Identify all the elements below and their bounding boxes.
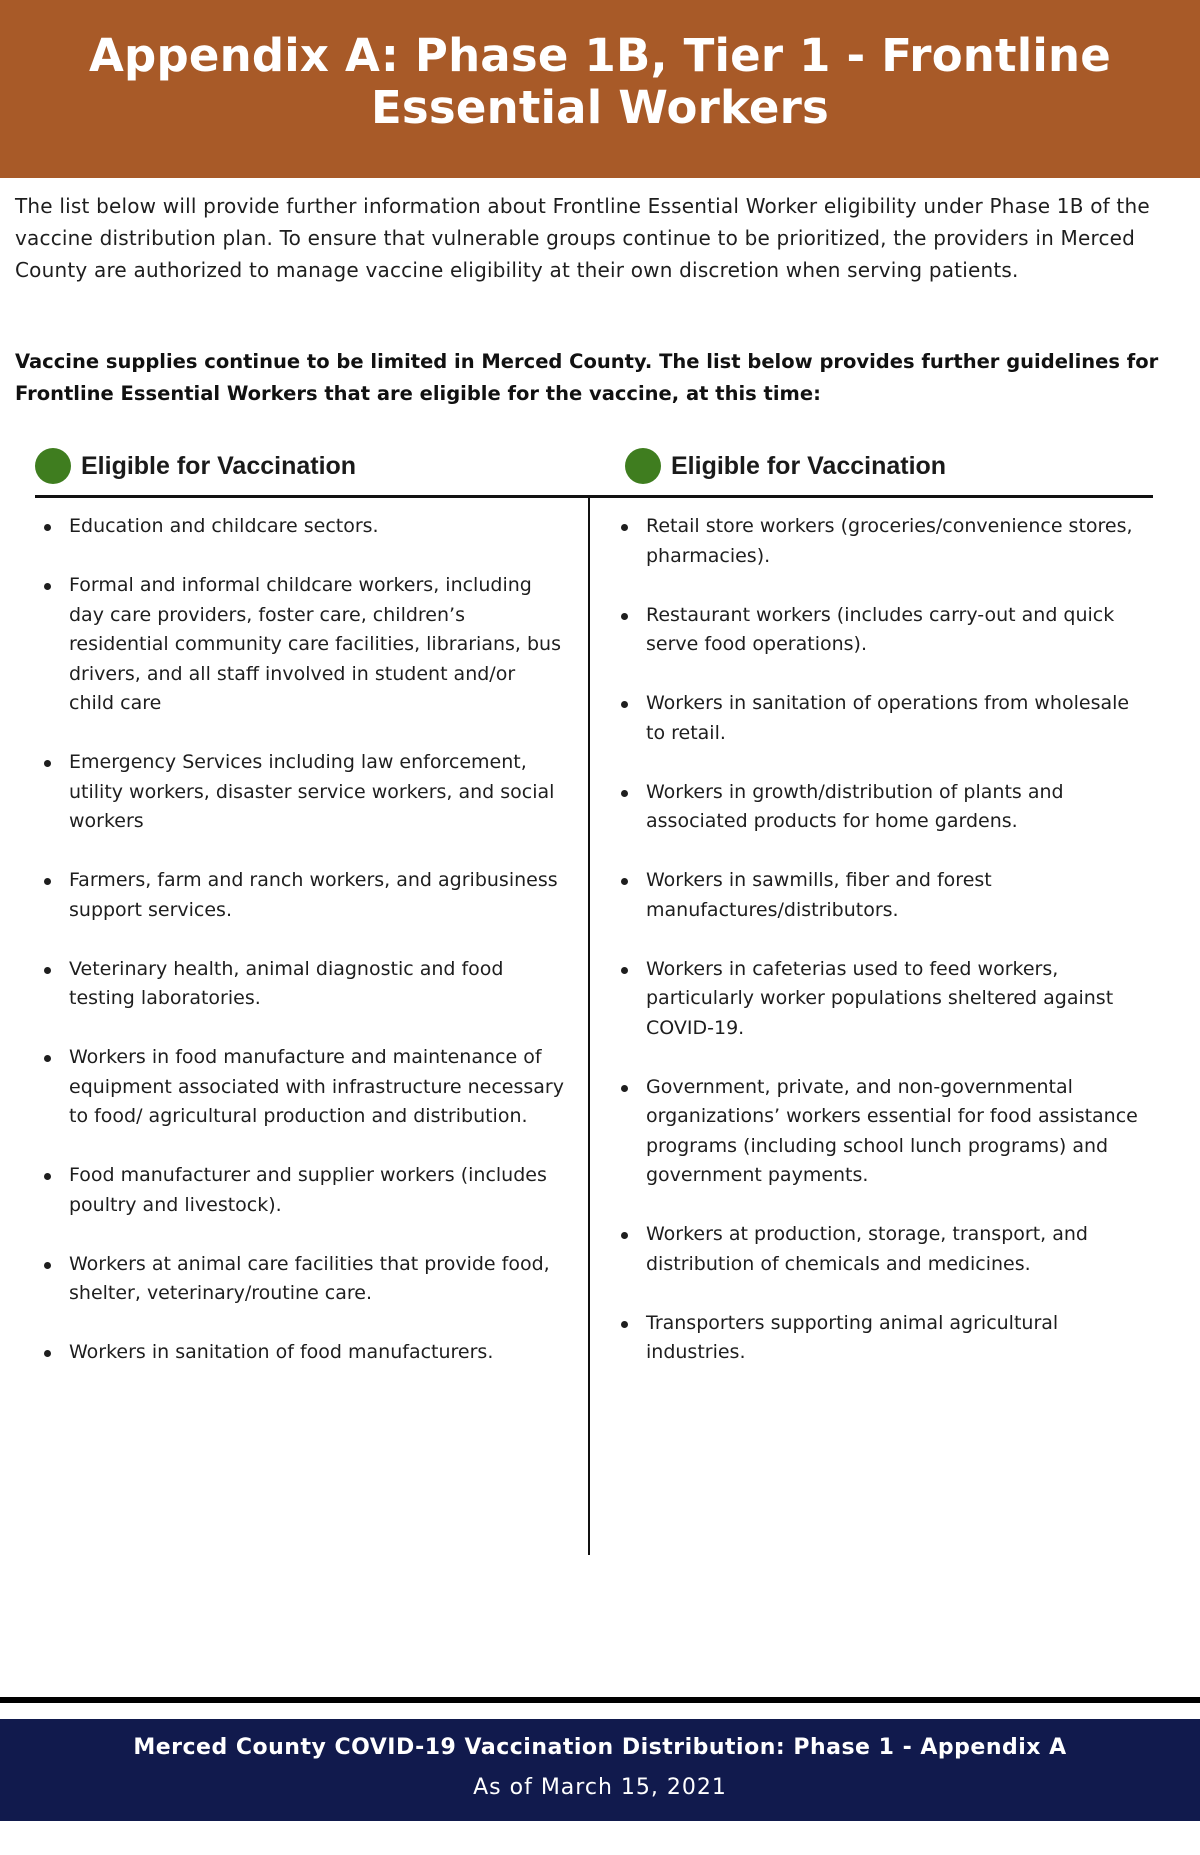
list-item-text: Workers in sawmills, fiber and forest manufactures/distributors. (646, 869, 992, 921)
list-item (612, 1220, 1152, 1279)
list-item (612, 1073, 1152, 1191)
list-item-text: Workers in sanitation of food manufacturers. (69, 1341, 494, 1363)
list-item-text: Government, private, and non-governmental organizations’ workers essential for food assistance programs (including school lunch programs) and government payments. (646, 1075, 1138, 1186)
bullet-icon (44, 760, 51, 767)
list-item (612, 512, 1152, 571)
list-item-text: Transporters supporting animal agricultural industries. (646, 1311, 1059, 1363)
column-divider (588, 497, 590, 1555)
list-item (35, 1338, 565, 1368)
list-item-text: Workers in cafeterias used to feed workers, particularly worker populations sheltered against COVID-19. (646, 957, 1114, 1039)
footer-date: As of March 15, 2021 (473, 1775, 727, 1800)
list-item-text: Veterinary health, animal diagnostic and food testing laboratories. (69, 957, 504, 1009)
bullet-icon (44, 583, 51, 590)
right-heading-label: Eligible for Vaccination (671, 451, 947, 480)
list-item (612, 1309, 1152, 1368)
list-item (35, 955, 565, 1014)
bullet-icon (621, 701, 628, 708)
page-title: Appendix A: Phase 1B, Tier 1 - Frontline Essential Workers (89, 29, 1111, 134)
left-heading-label: Eligible for Vaccination (81, 451, 357, 480)
list-item-text: Workers in growth/distribution of plants and associated products for home gardens. (646, 780, 1064, 832)
intro-paragraph: The list below will provide further information about Frontline Essential Worker eligibility under Phase 1B of the vaccine distribution plan. To ensure that vulnerable groups continue to be prioritized, the providers in Merced County are authorized to manage vaccine eligibility at their own discretion when serving patients. (15, 194, 1150, 282)
list-item (35, 748, 565, 837)
footer-divider (0, 1697, 1200, 1703)
green-status-dot-icon (625, 448, 661, 484)
page-header (0, 0, 1200, 178)
list-item-text: Emergency Services including law enforcement, utility workers, disaster service workers, and social workers (69, 751, 555, 832)
bullet-icon (44, 524, 51, 531)
list-item-text: Workers at animal care facilities that provide food, shelter, veterinary/routine care. (69, 1252, 550, 1304)
green-status-dot-icon (35, 448, 71, 484)
right-column-heading (625, 446, 946, 486)
bullet-icon (621, 1085, 628, 1092)
bullet-icon (621, 878, 628, 885)
bullet-icon (621, 1321, 628, 1328)
list-item-text: Workers at production, storage, transport, and distribution of chemicals and medicines. (646, 1223, 1088, 1275)
bullet-icon (44, 1055, 51, 1062)
left-column-heading (35, 446, 356, 486)
list-item-text: Food manufacturer and supplier workers (includes poultry and livestock). (69, 1164, 547, 1216)
bullet-icon (621, 790, 628, 797)
list-item (35, 571, 565, 719)
list-item-text: Education and childcare sectors. (69, 515, 379, 537)
bullet-icon (621, 613, 628, 620)
list-item-text: Workers in sanitation of operations from wholesale to retail. (646, 692, 1130, 744)
bullet-icon (44, 967, 51, 974)
bullet-icon (621, 1232, 628, 1239)
bullet-icon (44, 1350, 51, 1357)
list-item (612, 601, 1152, 660)
list-item (35, 512, 565, 542)
list-item-text: Formal and informal childcare workers, including day care providers, foster care, children’s residential community care facilities, librarians, bus drivers, and all staff involved in student and/or child care (69, 574, 561, 714)
list-item (612, 778, 1152, 837)
list-item (35, 1043, 565, 1132)
bullet-icon (44, 1173, 51, 1180)
list-item-text: Restaurant workers (includes carry-out and quick serve food operations). (646, 603, 1115, 655)
left-eligibility-list (35, 512, 565, 1397)
bullet-icon (44, 1262, 51, 1269)
list-item (35, 866, 565, 925)
right-eligibility-list (612, 512, 1152, 1397)
list-item-text: Retail store workers (groceries/convenience stores, pharmacies). (646, 515, 1133, 567)
list-item (35, 1161, 565, 1220)
list-item (612, 866, 1152, 925)
list-item (35, 1250, 565, 1309)
bullet-icon (621, 967, 628, 974)
heading-divider (35, 495, 1153, 498)
list-item-text: Workers in food manufacture and maintenance of equipment associated with infrastructure necessary to food/ agricultural production and distribution. (69, 1046, 564, 1127)
supply-notice: Vaccine supplies continue to be limited in Merced County. The list below provides further guidelines for Frontline Essential Workers that are eligible for the vaccine, at this time: (15, 350, 1159, 405)
bullet-icon (44, 878, 51, 885)
list-item (612, 955, 1152, 1044)
bullet-icon (621, 524, 628, 531)
page-footer (0, 1719, 1200, 1821)
footer-title: Merced County COVID-19 Vaccination Distribution: Phase 1 - Appendix A (133, 1735, 1067, 1760)
list-item-text: Farmers, farm and ranch workers, and agribusiness support services. (69, 869, 558, 921)
list-item (612, 689, 1152, 748)
